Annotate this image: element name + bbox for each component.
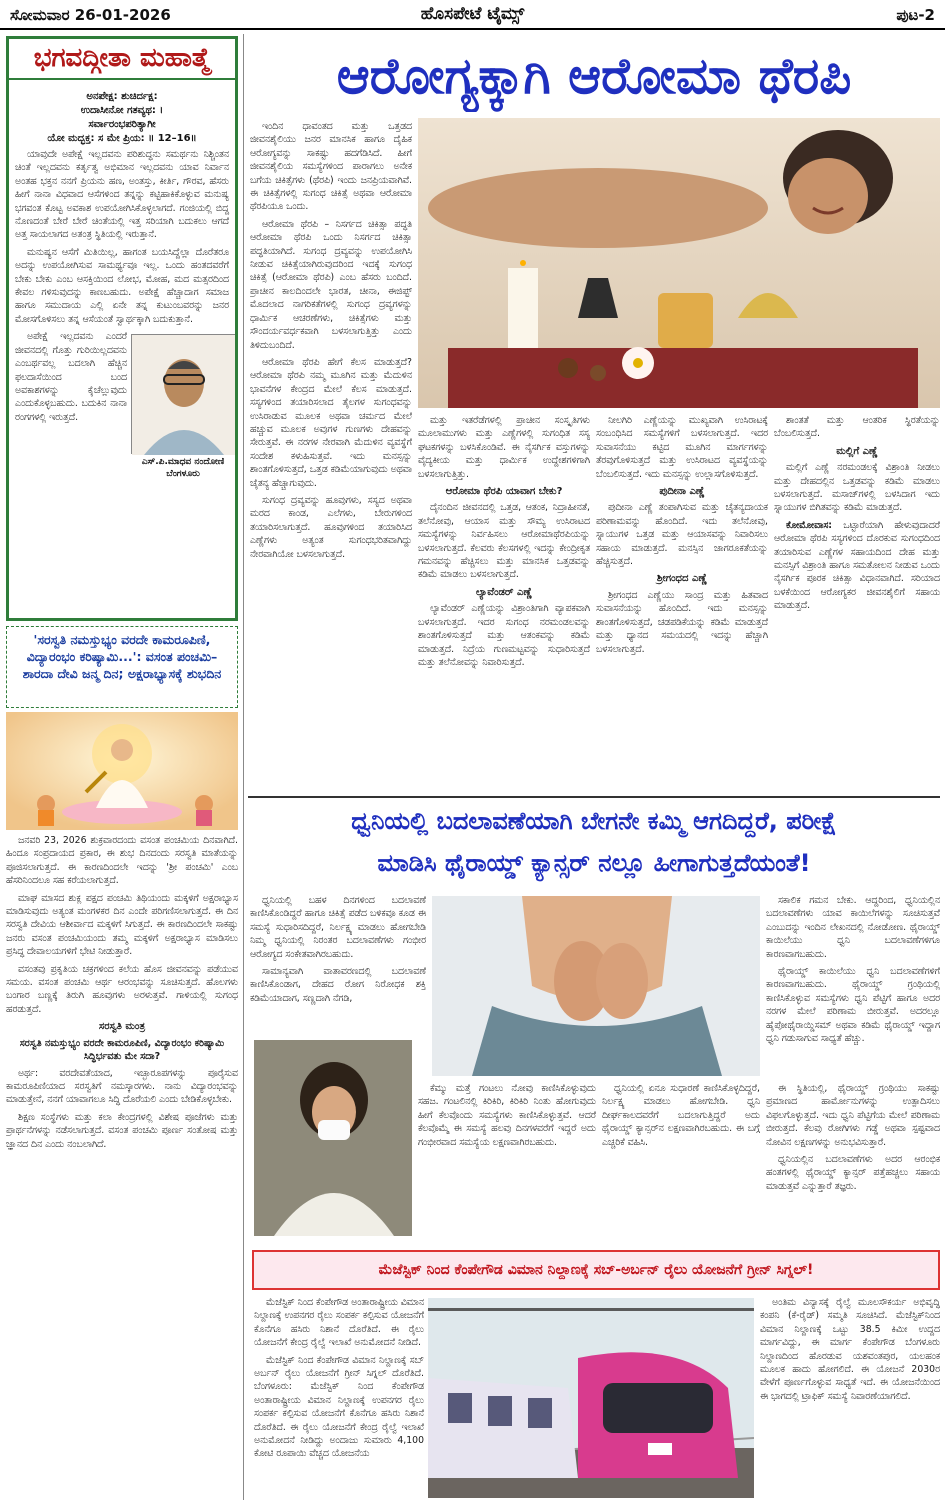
aroma-image [418, 118, 940, 408]
aroma-column-3 [596, 414, 768, 794]
thyroid-column-2 [418, 1082, 596, 1244]
metro-paragraph-3: ಅಂತಿಮ ವಿನ್ಯಾಸಕ್ಕೆ ರೈಲ್ವೆ ಮೂಲಸೌಕರ್ಯ ಅಭಿವೃದ್ಧಿ ಕಂಪನಿ (ಕೆ-ರೈಡ್) ಸಮ್ಮತಿ ಸೂಚಿಸಿದೆ. ಮೆಜೆಸ್ಟಿಕ್‌ನಿಂದ ವಿಮಾನ ನಿಲ್ದಾಣಕ್ಕೆ ಒಟ್ಟು 38.5 ಕಿಮೀ ಉದ್ದದ ಮಾರ್ಗವಿದ್ದು, ಈ ಮಾರ್ಗ ಕೆಂಪೇಗೌಡ ಬೆಂಗಳೂರು ನಿಲ್ದಾಣದಿಂದ ಹೊರಡುವ ಯಶವಂತಪುರ, ಯಲಹಂಕ ಮೂಲಕ ಹಾದು ಹೋಗಲಿದೆ. ಈ ಯೋಜನೆ 2030ರ ವೇಳೆಗೆ ಪೂರ್ಣಗೊಳ್ಳುವ ಸಾಧ್ಯತೆ ಇದೆ. ಈ ಯೋಜನೆಯಿಂದ ಈ ಭಾಗದಲ್ಲಿ ಟ್ರಾಫಿಕ್ ಸಮಸ್ಯೆ ನಿವಾರಣೆಯಾಗಲಿದೆ. [760, 1297, 940, 1402]
aroma-paragraph-5: ಮತ್ತು ಇತರೆಡೆಗಳಲ್ಲಿ ಪ್ರಾಚೀನ ಸಂಸ್ಕೃತಿಗಳು ಮೂಲಾಮುಗಳು ಮತ್ತು ಎಣ್ಣೆಗಳಲ್ಲಿ ಸುಗಂಧಿತ ಸಸ್ಯ ಘಟಕಗಳನ್ನು ಬಳಸಿಕೊಂಡಿವೆ. ಈ ನೈಸರ್ಗಿಕ ವಸ್ತುಗಳನ್ನು ವೈದ್ಯಕೀಯ ಮತ್ತು ಧಾರ್ಮಿಕ ಉದ್ದೇಶಗಳಿಗಾಗಿ ಬಳಸಲಾಗುತ್ತಿತ್ತು. [418, 415, 590, 480]
gita-paragraph-1: ಯಾವುದೇ ಅಪೇಕ್ಷೆ ಇಲ್ಲದವನು ಪರಿಶುದ್ಧನು ಸಮರ್ಥನು ನಿಶ್ಚಿಂತನ ಚಿಂತೆ ಇಲ್ಲದವನು ಕರ್ತೃತ್ವ ಅಭಿಮಾನ ಇಲ್ಲದವನು ಯಾವ ನಿರ್ವಾನ ಅಂತಹ ಭಕ್ತನ ನನಗೆ ಪ್ರಿಯನು ಹಣ, ಅಂತಸ್ತು, ಕೀರ್ತಿ, ಗೌರವ, ಹೆಸರು ಹೀಗೆ ನಾನಾ ವಿಧವಾದ ಆಸೆಗಳಿಂದ ತನ್ನನ್ನು ಕಟ್ಟಿಹಾಕಿಕೊಳ್ಳುವ ಮನುಷ್ಯ ಭಗವಂತ ಕೊಟ್ಟ ಅವಕಾಶ ಉಪಯೋಗಿಸಿಕೊಳ್ಳಲಾಗದೆ. ಗಂಜಿಯಲ್ಲಿ ಬಿದ್ದ ನೊಣದಂತೆ ಬೇರೆ ಬೇರೆ ಚಿಂತೆಯಲ್ಲಿ ಇತ್ತ ಸರಿಯಾಗಿ ಬದುಕಲು ಆಗದೆ ಅತ್ತ ಸಾಯಲಾಗದ ಅತಂತ್ರ ಸ್ಥಿತಿಯಲ್ಲಿ ಇರುತ್ತಾನೆ. [15, 149, 229, 241]
train-image [428, 1298, 754, 1498]
aroma-paragraph-4: ಸುಗಂಧ ದ್ರವ್ಯವನ್ನು ಹೂವುಗಳು, ಸಸ್ಯದ ಅಥವಾ ಮರದ ಕಾಂಡ, ಎಲೆಗಳು, ಬೇರುಗಳಿಂದ ತಯಾರಿಸಲಾಗುತ್ತದೆ. ಹೂವುಗಳಿಂದ ತಯಾರಿಸಿದ ಎಣ್ಣೆಗಳು ಅತ್ಯಂತ ಸುಗಂಧಭರಿತವಾಗಿದ್ದು ನೇರವಾಗಿಯೋ ಬಳಸಲಾಗುತ್ತದೆ. [250, 494, 412, 560]
page-header [0, 0, 945, 30]
thyroid-column-4-top [766, 894, 940, 1076]
author-portrait-icon [132, 335, 236, 455]
goddess-saraswati-icon [6, 712, 238, 830]
aroma-heading-peppermint: ಪುದೀನಾ ಎಣ್ಣೆ [659, 486, 705, 498]
saraswati-article [6, 834, 238, 1500]
thyroid-column-1 [250, 894, 426, 1036]
author-photo [131, 334, 235, 454]
thyroid-paragraph-8: ಧ್ವನಿಯಲ್ಲಿನ ಬದಲಾವಣೆಗಳು ಅದರ ಆರಂಭಿಕ ಹಂತಗಳಲ್ಲಿ ಥೈರಾಯ್ಡ್ ಕ್ಯಾನ್ಸರ್‌ ಪತ್ತೆಹಚ್ಚಲು ಸಹಾಯ ಮಾಡುತ್ತವೆ ಎನ್ನುತ್ತಾರೆ ತಜ್ಞರು. [766, 1154, 940, 1192]
throat-pain-icon [432, 896, 760, 1076]
saraswati-paragraph-3: ವಸಂತವು ಪ್ರಕೃತಿಯ ಚಕ್ರಗಳಿಂದ ಕಲೆಯ ಹೊಸ ಜೀವನವನ್ನು ಪಡೆಯುವ ಸಮಯ. ವಸಂತ ಪಂಚಮಿ ಆರ್ಥ ಆರಂಭವನ್ನು ಸೂಚಿಸುತ್ತದೆ. ಹೊಲಗಳು ಬಂಗಾರ ಬಣ್ಣಕ್ಕೆ ತಿರುಗಿ ಹೂವುಗಳು ಅರಳುತ್ತವೆ. ಗಾಳಿಯಲ್ಲಿ ಸುಗಂಧ ಹರಡುತ್ತದೆ. [6, 963, 238, 1015]
saraswati-image [6, 712, 238, 830]
thyroid-paragraph-7: ಈ ಸ್ಥಿತಿಯಲ್ಲಿ, ಥೈರಾಯ್ಡ್ ಗ್ರಂಥಿಯು ಸಾಕಷ್ಟು ಪ್ರಮಾಣದ ಹಾರ್ಮೋನುಗಳನ್ನು ಉತ್ಪಾದಿಸಲು ವಿಫಲಗೊಳ್ಳುತ್ತದೆ. ಇದು ಧ್ವನಿ ಪೆಟ್ಟಿಗೆಯ ಮೇಲೆ ಪರಿಣಾಮ ಬೀರುತ್ತದೆ. ಕೆಲವು ರೋಗಿಗಳು ಗಡ್ಡೆ ಅಥವಾ ಸ್ಪಷ್ಟವಾದ ನೋವಿನ ಲಕ್ಷಣಗಳನ್ನು ಅನುಭವಿಸುತ್ತಾರೆ. [766, 1083, 940, 1148]
aroma-paragraph-2: ಆರೋಮಾ ಥೆರಪಿ – ನಿಸರ್ಗದ ಚಿಕಿತ್ಸಾ ಪದ್ಧತಿ ಆರೋಮಾ ಥೆರಪಿ ಒಂದು ನಿಸರ್ಗದ ಚಿಕಿತ್ಸಾ ಪದ್ಧತಿಯಾಗಿದೆ. ಸುಗಂಧ ದ್ರವ್ಯವನ್ನು ಉಪಯೋಗಿಸಿ ನೀಡುವ ಚಿಕಿತ್ಸೆಯಾಗಿರುವುದರಿಂದ ಇದಕ್ಕೆ ಸುಗಂಧ ಚಿಕಿತ್ಸೆ (ಆರೋಮಾ ಥೆರಪಿ) ಎಂಬ ಹೆಸರು ಬಂದಿದೆ. ಪ್ರಾಚೀನ ಕಾಲದಿಂದಲೇ ಭಾರತ, ಚೀನಾ, ಈಜಿಪ್ಟ್ ಮೊದಲಾದ ನಾಗರಿಕತೆಗಳಲ್ಲಿ ಸುಗಂಧ ದ್ರವ್ಯಗಳನ್ನು ಧಾರ್ಮಿಕ ಆಚರಣೆಗಳು, ಚಿಕಿತ್ಸೆಗಳು ಮತ್ತು ಸೌಂದರ್ಯವರ್ಧಕವಾಗಿ ಬಳಸಲಾಗುತ್ತಿತ್ತು ಎಂದು ತಿಳಿದುಬಂದಿದೆ. [250, 218, 412, 351]
gita-paragraph-3: ಅಪೇಕ್ಷೆ ಇಲ್ಲದವನು ಎಂದರೆ ಜೀವನದಲ್ಲಿ ಗೊತ್ತು ಗುರಿಯಿಲ್ಲದವನು ಎಂಬರ್ಥವಲ್ಲ ಬದಲಾಗಿ ಹೆಚ್ಚಿನ ಫಲದಾಸೆಯಿಂದ ಬಂದ ಅವಕಾಶಗಳನ್ನು ಕೈಚೆಲ್ಲುವುದು ಎಂದುಕೊಳ್ಳಬಹುದು. ಬದುಕಿನ ನಾನಾ ರಂಗಗಳಲ್ಲಿ ಇರುತ್ತದೆ. [15, 331, 127, 423]
gita-paragraph-2: ಮನುಷ್ಯನ ಆಸೆಗೆ ಮಿತಿಯಿಲ್ಲ, ಹಾಗಂತ ಬಯಸಿದ್ದೆಲ್ಲಾ ದೊರೆತರೂ ಅದನ್ನು ಉಪಯೋಗಿಸುವ ಸಾಮರ್ಥ್ಯವೂ ಇಲ್ಲ. ಒಂದು ಹಂತದವರೆಗೆ ಬೇಕು ಬೇಕು ಎಂಬ ಆಸಕ್ತಿಯಿಂದ ಲೋಭ, ಮೋಹ, ಮದ ಮತ್ಸರದಿಂದ ಕೇವಲ ಗಳಿಸುವುದನ್ನು ಕಾಣಬಹುದು. ಅಪೇಕ್ಷೆ ಹೆಚ್ಚಾದಾಗ ಸಮಾಜ ಹಾಗೂ ಸಮುದಾಯ ಎಲ್ಲಿ ಏನೇ ತನ್ನ ಕುಟುಂಬವರನ್ನು ಜನರ ಮೋಸಗೊಳಿಸಲು ತನ್ನ ಆಸೆಯಂತೆ ಸ್ವಾರ್ಥಕ್ಕಾಗಿ ಬದುಕುತ್ತಾನೆ. [15, 246, 229, 325]
column-divider [243, 34, 244, 1500]
thyroid-column-3 [602, 1082, 760, 1244]
shloka-line-1: ಅನಪೇಕ್ಷ: ಶುಚಿರ್ದಕ್ಷ: [86, 91, 158, 102]
thyroid-headline-line-1: ಧ್ವನಿಯಲ್ಲಿ ಬದಲಾವಣೆಯಾಗಿ ಬೇಗನೇ ಕಮ್ಮಿ ಆಗದಿದ್ದರೆ, ಪರೀಕ್ಷೆ [351, 807, 837, 835]
aroma-paragraph-13: ಒಟ್ಟಾರೆಯಾಗಿ ಹೇಳುವುದಾದರೆ ಆರೋಮಾ ಥೆರಪಿ ಸಸ್ಯಗಳಿಂದ ದೊರಕುವ ಸುಗಂಧದಿಂದ ತಯಾರಿಸುವ ಎಣ್ಣೆಗಳ ಸಹಾಯದಿಂದ ದೇಹ ಮತ್ತು ಮನಸ್ಸಿಗೆ ವಿಶ್ರಾಂತಿ ಹಾಗೂ ಸಮತೋಲನ ನೀಡುವ ಒಂದು ನೈಸರ್ಗಿಕ ಪೂರಕ ಚಿಕಿತ್ಸಾ ವಿಧಾನವಾಗಿದೆ. ಸರಿಯಾದ ಬಳಕೆಯಿಂದ ಆರೋಗ್ಯಕರ ಜೀವನಶೈಲಿಗೆ ಸಹಾಯ ಮಾಡುತ್ತದೆ. [774, 519, 940, 612]
shloka-line-3: ಸರ್ವಾರಂಭಪರಿತ್ಯಾಗೀ [88, 119, 156, 130]
thyroid-paragraph-2: ಸಾಮಾನ್ಯವಾಗಿ ವಾತಾವರಣದಲ್ಲಿ ಬದಲಾವಣೆ ಕಾಣಿಸಿಕೊಂಡಾಗ, ದೇಹದ ರೋಗ ನಿರೋಧಕ ಶಕ್ತಿ ಕಡಿಮೆಯಾದಾಗ, ಸಣ್ಣದಾಗಿ ನೆಗಡಿ, [250, 966, 426, 1004]
aroma-paragraph-9: ಪುದೀನಾ ಎಣ್ಣೆ ತಂಪಾಗಿಸುವ ಮತ್ತು ಚೈತನ್ಯದಾಯಕ ಪರಿಣಾಮವನ್ನು ಹೊಂದಿದೆ. ಇದು ತಲೆನೋವು, ಸ್ನಾಯುಗಳ ಒತ್ತಡ ಮತ್ತು ಆಯಾಸವನ್ನು ನಿವಾರಿಸಲು ಸಹಾಯ ಮಾಡುತ್ತದೆ. ಮನಸ್ಸಿನ ಜಾಗರೂಕತೆಯನ್ನು ಹೆಚ್ಚಿಸುತ್ತದೆ. [596, 502, 768, 568]
saraswati-headline: 'ಸರಸ್ವತಿ ನಮಸ್ತುಭ್ಯಂ ವರದೇ ಕಾಮರೂಪಿಣಿ, ವಿದ್ಯಾರಂಭಂ ಕರಿಷ್ಯಾಮಿ...': ವಸಂತ ಪಂಚಮಿ– ಶಾರದಾ ದೇವಿ ಜನ್ಮ ದಿನ; ಅಕ್ಷರಾಭ್ಯಾಸಕ್ಕೆ ಶುಭದಿನ [6, 626, 238, 708]
saraswati-paragraph-4: ಅರ್ಥ: ವರದೇವತೆಯಾದ, ಇಚ್ಛಾರೂಪಗಳನ್ನು ಪೂರೈಸುವ ಕಾಮರೂಪಿಣಿಯಾದ ಸರಸ್ವತಿಗೆ ನಮಸ್ಕಾರಗಳು. ನಾನು ವಿದ್ಯಾರಂಭವನ್ನು ಮಾಡುತ್ತೇನೆ, ನನಗೆ ಯಾವಾಗಲೂ ಸಿದ್ಧಿ ದೊರೆಯಲಿ ಎಂದು ಬೇಡಿಕೊಳ್ಳಬೇಕು. [6, 1067, 238, 1106]
aroma-column-4 [774, 414, 940, 794]
section-divider [248, 796, 940, 798]
aroma-heading-caution: ಕೋಮೋವಾಸ: [786, 519, 833, 531]
aroma-heading-jasmine: ಮಲ್ಲಿಗೆ ಎಣ್ಣೆ [836, 445, 878, 457]
metro-paragraph-2: ಮೆಜೆಸ್ಟಿಕ್ ನಿಂದ ಕೆಂಪೇಗೌಡ ವಿಮಾನ ನಿಲ್ದಾಣಕ್ಕೆ ಸಬ್ ಅರ್ಬನ್ ರೈಲು ಯೋಜನೆಗೆ ಗ್ರೀನ್ ಸಿಗ್ನಲ್ ದೊರೆತಿದೆ. ಬೆಂಗಳೂರು: ಮೆಜೆಸ್ಟಿಕ್ ನಿಂದ ಕೆಂಪೇಗೌಡ ಅಂತಾರಾಷ್ಟ್ರೀಯ ವಿಮಾನ ನಿಲ್ದಾಣಕ್ಕೆ ಉಪನಗರ ರೈಲು ಸಂಪರ್ಕ ಕಲ್ಪಿಸುವ ಯೋಜನೆಗೆ ಕೊನೆಗೂ ಹಸಿರು ನಿಶಾನೆ ದೊರೆತಿದೆ. ಈ ರೈಲು ಯೋಜನೆಗೆ ಕೇಂದ್ರ ರೈಲ್ವೆ ಇಲಾಖೆ ಅನುಮೋದನೆ ನೀಡಿದ್ದು ಅಂದಾಜು ಸುಮಾರು 4,100 ಕೋಟಿ ರೂಪಾಯಿ ವೆಚ್ಚದ ಯೋಜನೆಯ [254, 1354, 424, 1460]
aroma-paragraph-11: ಶಾಂತತೆ ಮತ್ತು ಆಂತರಿಕ ಸ್ಥಿರತೆಯನ್ನು ಬೆಂಬಲಿಸುತ್ತದೆ. [774, 415, 940, 440]
thyroid-paragraph-1: ಧ್ವನಿಯಲ್ಲಿ ಬಹಳ ದಿನಗಳಿಂದ ಬದಲಾವಣೆ ಕಾಣಿಸಿಕೊಂಡಿದ್ದರೆ ಹಾಗೂ ಚಿಕಿತ್ಸೆ ಪಡೆದ ಬಳಿಕವೂ ಕೂಡ ಈ ಸಮಸ್ಯೆ ಸುಧಾರಿಸದಿದ್ದರೆ, ನಿರ್ಲಕ್ಷ್ಯ ಮಾಡಲು ಹೋಗಬೇಡಿ ನಿಮ್ಮ ಧ್ವನಿಯಲ್ಲಿ ನಿರಂತರ ಬದಲಾವಣೆಗಳು ಗಂಭೀರ ಆರೋಗ್ಯದ ಸಂಕೇತವಾಗಿರಬಹುದು. [250, 895, 426, 960]
saraswati-paragraph-1: ಜನವರಿ 23, 2026 ಶುಕ್ರವಾರದಂದು ವಸಂತ ಪಂಚಮಿಯ ದಿನವಾಗಿದೆ. ಹಿಂದೂ ಸಂಪ್ರದಾಯದ ಪ್ರಕಾರ, ಈ ಶುಭ ದಿನದಂದು ಸರಸ್ವತಿ ಮಾತೆಯನ್ನು ಪೂಜಿಸಲಾಗುತ್ತದೆ. ಈ ಕಾರಣದಿಂದಲೇ ಇದನ್ನು 'ಶ್ರೀ ಪಂಚಮಿ' ಎಂಬ ಹೆಸರಿನಿಂದಲೂ ಸಹ ಕರೆಯಲಾಗುತ್ತದೆ. [6, 835, 238, 887]
author-name: ಎಸ್.ಪಿ.ಮಾಧವ ನಂದೋಣಿ [141, 457, 225, 468]
aroma-column-2 [418, 414, 590, 794]
aroma-heading-uses: ಆರೋಮಾ ಥೆರಪಿ ಯಾವಾಗ ಬೇಕು? [445, 486, 563, 498]
header-date: ಸೋಮವಾರ 26-01-2026 [10, 6, 171, 24]
thyroid-paragraph-3: ಕೆಮ್ಮು ಮತ್ತೆ ಗಂಟಲು ನೋವು ಕಾಣಿಸಿಕೊಳ್ಳುವುದು ಸಹಜ. ಗಂಟಲಿನಲ್ಲಿ ಕಿರಿಕಿರಿ, ಕಿರಿಕಿರಿ ನಿಂತು ಹೋಗುವುದು ಹೀಗೆ ಕೆಲವೊಂದು ಸಮಸ್ಯೆಗಳು ಕಾಣಿಸಿಕೊಳ್ಳುತ್ತವೆ. ಆದರೆ ಕೆಲವೊಮ್ಮೆ ಈ ಸಮಸ್ಯೆ ಹಲವು ದಿನಗಳವರೆಗೆ ಇದ್ದರೆ ಅದು ಗಂಭೀರವಾದ ಸಮಸ್ಯೆಯ ಲಕ್ಷಣವಾಗಿರಬಹುದು. [418, 1083, 596, 1148]
aroma-intro: ಇಂದಿನ ಧಾವಂತದ ಮತ್ತು ಒತ್ತಡದ ಜೀವನಶೈಲಿಯು ಜನರ ಮಾನಸಿಕ ಹಾಗೂ ದೈಹಿಕ ಆರೋಗ್ಯವನ್ನು ಸಾಕಷ್ಟು ಹದಗೆಡಿಸಿದೆ. ಹೀಗೆ ಜೀವನಶೈಲಿಯ ಸಮಸ್ಯೆಗಳಿಂದ ಪಾರಾಗಲು ಅನೇಕ ಬಗೆಯ ಚಿಕಿತ್ಸೆಗಳು (ಥೆರಪಿ) ಇಂದು ಜನಪ್ರಿಯವಾಗಿವೆ. ಈ ಚಿಕಿತ್ಸೆಗಳಲ್ಲಿ ಸುಗಂಧ ಚಿಕಿತ್ಸೆ ಅಥವಾ ಆರೋಮಾ ಥೆರಪಿಯೂ ಒಂದು. [250, 121, 412, 213]
thyroid-column-4-bottom [766, 1082, 940, 1244]
thyroid-headline [248, 800, 940, 890]
gita-title: ಭಗವದ್ಗೀತಾ ಮಹಾತ್ಮೆ [9, 39, 235, 80]
aroma-paragraph-8: ನೀಲಗಿರಿ ಎಣ್ಣೆಯನ್ನು ಮುಖ್ಯವಾಗಿ ಉಸಿರಾಟಕ್ಕೆ ಸಂಬಂಧಿಸಿದ ಸಮಸ್ಯೆಗಳಿಗೆ ಬಳಸಲಾಗುತ್ತದೆ. ಇದರ ಸುವಾಸನೆಯು ಕಟ್ಟಿದ ಮೂಗಿನ ಮಾರ್ಗಗಳನ್ನು ತೆರವುಗೊಳಿಸುತ್ತದೆ ಮತ್ತು ಉಸಿರಾಟದ ವ್ಯವಸ್ಥೆಯನ್ನು ಬೆಂಬಲಿಸುತ್ತದೆ. ಇದು ಮನಸ್ಸನ್ನು ಉಲ್ಲಾಸಗೊಳಿಸುತ್ತದೆ. [596, 415, 768, 480]
gita-box [6, 36, 238, 621]
saraswati-paragraph-2: ಮಾಘ ಮಾಸದ ಶುಕ್ಲ ಪಕ್ಷದ ಪಂಚಮಿ ತಿಥಿಯಂದು ಮಕ್ಕಳಿಗೆ ಅಕ್ಷರಾಭ್ಯಾಸ ಮಾಡಿಸುವುದು ಅತ್ಯಂತ ಮಂಗಳಕರ ದಿನ ಎಂದೇ ಪರಿಗಣಿಸಲಾಗುತ್ತದೆ. ಈ ದಿನ ಸರಸ್ವತಿ ದೇವಿಯ ಆಶೀರ್ವಾದ ಮಕ್ಕಳಿಗೆ ಸಿಗುತ್ತದೆ. ಈ ಕಾರಣದಿಂದಲೇ ಸಾಕಷ್ಟು ಜನರು ವಸಂತ ಪಂಚಮಿಯಂದು ತಮ್ಮ ಮಕ್ಕಳಿಗೆ ಅಕ್ಷರಾಭ್ಯಾಸ ಮಾಡಿಸಲು ಪ್ರಸಿದ್ಧ ದೇವಾಲಯಗಳಿಗೆ ಭೇಟಿ ನೀಡುತ್ತಾರೆ. [6, 892, 238, 958]
saraswati-paragraph-5: ಶಿಕ್ಷಣ ಸಂಸ್ಥೆಗಳು ಮತ್ತು ಕಲಾ ಕೇಂದ್ರಗಳಲ್ಲಿ ವಿಶೇಷ ಪೂಜೆಗಳು ಮತ್ತು ಪ್ರಾರ್ಥನೆಗಳನ್ನು ನಡೆಸಲಾಗುತ್ತದೆ. ವಸಂತ ಪಂಚಮಿ ಪೂರ್ಣ ಸಂತೋಷ ಮತ್ತು ಜ್ಞಾನದ ದಿನ ಎಂದು ನಂಬಲಾಗಿದೆ. [6, 1111, 238, 1150]
thyroid-image [432, 896, 760, 1076]
aroma-headline: ಆರೋಗ್ಯಕ್ಕಾಗಿ ಆರೋಮಾ ಥೆರಪಿ [336, 47, 852, 105]
aroma-paragraph-6: ದೈನಂದಿನ ಜೀವನದಲ್ಲಿ ಒತ್ತಡ, ಆತಂಕ, ನಿದ್ರಾಹೀನತೆ, ತಲೆನೋವು, ಆಯಾಸ ಮತ್ತು ಸೌಮ್ಯ ಉಸಿರಾಟದ ಸಮಸ್ಯೆಗಳನ್ನು ನಿರ್ವಹಿಸಲು ಆರೋಮಾಥೆರಪಿಯನ್ನು ಬಳಸಲಾಗುತ್ತದೆ. ಕೆಲವರು ಕೆಲಸಗಳಲ್ಲಿ ಇದನ್ನು ಕೇಂದ್ರೀಕೃತ ಗಮನವನ್ನು ಹೆಚ್ಚಿಸಲು ಮತ್ತು ಮಾನಸಿಕ ಒತ್ತಡವನ್ನು ಕಡಿಮೆ ಮಾಡಲು ಬಳಸಲಾಗುತ್ತದೆ. [418, 502, 590, 581]
woman-coughing-icon [254, 1040, 412, 1236]
aroma-paragraph-3: ಆರೋಮಾ ಥೆರಪಿ ಹೇಗೆ ಕೆಲಸ ಮಾಡುತ್ತದೆ? ಆರೋಮಾ ಥೆರಪಿ ನಮ್ಮ ಮೂಗಿನ ಮತ್ತು ಮೆದುಳಿನ ಭಾವನೆಗಳ ಕೇಂದ್ರದ ಮೇಲೆ ಕೆಲಸ ಮಾಡುತ್ತದೆ. ಸಸ್ಯಗಳಿಂದ ತಯಾರಿಸಲಾದ ತೈಲಗಳ ಸುಗಂಧವನ್ನು ಉಸಿರಾಡುವ ಮೂಲಕ ಅಥವಾ ಚರ್ಮದ ಮೇಲೆ ಹಚ್ಚುವ ಮೂಲಕ ಅವುಗಳ ಗುಣಗಳು ದೇಹವನ್ನು ಸೇರುತ್ತವೆ. ಈ ನರಗಳ ನೇರವಾಗಿ ಮೆದುಳಿನ ವ್ಯವಸ್ಥೆಗೆ ಸಂದೇಶ ಕಳುಹಿಸುತ್ತವೆ. ಇದು ಮನಸ್ಸನ್ನು ಶಾಂತಗೊಳಿಸುತ್ತದೆ, ಒತ್ತಡ ಕಡಿಮೆಯಾಗುವುದು ಅಥವಾ ಚೈತನ್ಯ ಹೆಚ್ಚಾಗುವುದು. [250, 356, 412, 489]
author-place: ಬೆಂಗಳೂರು [166, 469, 200, 480]
thyroid-paragraph-4: ಧ್ವನಿಯಲ್ಲಿ ಏನೂ ಸುಧಾರಣೆ ಕಾಣಿಸಿಕೊಳ್ಳದಿದ್ದರೆ, ನಿರ್ಲಕ್ಷ್ಯ ಮಾಡಲು ಹೋಗಬೇಡಿ. ಧ್ವನಿ ದೀರ್ಘಕಾಲದವರೆಗೆ ಬದಲಾಗುತ್ತಿದ್ದರೆ ಅದು ಥೈರಾಯ್ಡ್ ಕ್ಯಾನ್ಸರ್‌ನ ಲಕ್ಷಣವಾಗಿರಬಹುದು. ಈ ಬಗ್ಗೆ ಎಚ್ಚರಿಕೆ ವಹಿಸಿ. [602, 1083, 760, 1148]
page-number: ಪುಟ-2 [896, 6, 935, 24]
mantra-heading: ಸರಸ್ವತಿ ಮಂತ್ರ [98, 1021, 146, 1033]
metro-column-3 [760, 1296, 940, 1500]
metro-headline: ಮೆಜೆಸ್ಟಿಕ್ ನಿಂದ ಕೆಂಪೇಗೌಡ ವಿಮಾನ ನಿಲ್ದಾಣಕ್ಕೆ ಸಬ್-ಅರ್ಬನ್ ರೈಲು ಯೋಜನೆಗೆ ಗ್ರೀನ್ ಸಿಗ್ನಲ್! [252, 1250, 940, 1290]
metro-paragraph-1: ಮೆಜೆಸ್ಟಿಕ್ ನಿಂದ ಕೆಂಪೇಗೌಡ ಅಂತಾರಾಷ್ಟ್ರೀಯ ವಿಮಾನ ನಿಲ್ದಾಣಕ್ಕೆ ಉಪನಗರ ರೈಲು ಸಂಪರ್ಕ ಕಲ್ಪಿಸುವ ಯೋಜನೆಗೆ ಕೊನೆಗೂ ಹಸಿರು ನಿಶಾನೆ ದೊರೆತಿದೆ. ಈ ರೈಲು ಯೋಜನೆಗೆ ಕೇಂದ್ರ ರೈಲ್ವೆ ಇಲಾಖೆ ಅನುಮೋದನೆ ನೀಡಿದೆ. [254, 1297, 424, 1349]
spa-massage-icon [418, 118, 940, 408]
suburban-train-icon [428, 1298, 754, 1498]
metro-column-1 [254, 1296, 424, 1500]
aroma-column-1 [250, 120, 412, 790]
aroma-heading-lavender: ಲ್ಯಾವೆಂಡರ್ ಎಣ್ಣೆ [475, 586, 533, 598]
aroma-heading-sandalwood: ಶ್ರೀಗಂಧದ ಎಣ್ಣೆ [656, 573, 708, 585]
thyroid-paragraph-5: ಸಕಾಲಿಕ ಗಮನ ಬೇಕು. ಆದ್ದರಿಂದ, ಧ್ವನಿಯಲ್ಲಿನ ಬದಲಾವಣೆಗಳು ಯಾವ ಕಾಯಿಲೆಗಳನ್ನು ಸೂಚಿಸುತ್ತವೆ ಎಂಬುದನ್ನು ಇಂದಿನ ಲೇಖನದಲ್ಲಿ ನೋಡೋಣ. ಥೈರಾಯ್ಡ್ ಕಾಯಿಲೆಯು ಧ್ವನಿ ಬದಲಾವಣೆಗಳಿಗೂ ಕಾರಣವಾಗಬಹುದು. [766, 895, 940, 960]
aroma-paragraph-7: ಲ್ಯಾವೆಂಡರ್ ಎಣ್ಣೆಯನ್ನು ವಿಶ್ರಾಂತಿಗಾಗಿ ವ್ಯಾಪಕವಾಗಿ ಬಳಸಲಾಗುತ್ತದೆ. ಇದರ ಸುಗಂಧ ನರಮಂಡಲವನ್ನು ಶಾಂತಗೊಳಿಸುತ್ತದೆ ಮತ್ತು ಆತಂಕವನ್ನು ಕಡಿಮೆ ಮಾಡುತ್ತದೆ. ನಿದ್ರೆಯ ಗುಣಮಟ್ಟವನ್ನು ಸುಧಾರಿಸುತ್ತದೆ ಮತ್ತು ತಲೆನೋವನ್ನು ನಿವಾರಿಸುತ್ತದೆ. [418, 603, 590, 668]
sick-woman-image [254, 1040, 412, 1236]
thyroid-headline-line-2: ಮಾಡಿಸಿ ಥೈರಾಯ್ಡ್ ಕ್ಯಾನ್ಸರ್ ನಲ್ಲೂ ಹೀಗಾಗುತ್ತದೆಯಂತೆ! [377, 849, 811, 877]
mantra-text: ಸರಸ್ವತಿ ನಮಸ್ತುಭ್ಯಂ ವರದೇ ಕಾಮರೂಪಿಣಿ, ವಿದ್ಯಾರಂಭಂ ಕರಿಷ್ಯಾಮಿ ಸಿದ್ಧಿರ್ಭವತು ಮೇ ಸದಾ? [19, 1037, 225, 1063]
newspaper-name: ಹೊಸಪೇಟೆ ಟೈಮ್ಸ್ [420, 4, 525, 24]
aroma-paragraph-10: ಶ್ರೀಗಂಧದ ಎಣ್ಣೆಯು ಸಾಂದ್ರ ಮತ್ತು ಹಿತವಾದ ಸುವಾಸನೆಯನ್ನು ಹೊಂದಿದೆ. ಇದು ಮನಸ್ಸನ್ನು ಶಾಂತಗೊಳಿಸುತ್ತದೆ, ಚಡಪಡಿಕೆಯನ್ನು ಕಡಿಮೆ ಮಾಡುತ್ತದೆ ಮತ್ತು ಧ್ಯಾನದ ಸಮಯದಲ್ಲಿ ಇದನ್ನು ಹೆಚ್ಚಾಗಿ ಬಳಸಲಾಗುತ್ತದೆ. [596, 589, 768, 655]
shloka-line-2: ಉದಾಸೀನೋ ಗತವ್ಯಥ: । [80, 105, 164, 116]
shloka-line-4: ಯೋ ಮದ್ಭಕ್ತ: ಸ ಮೇ ಪ್ರಿಯ: ॥ 12–16॥ [47, 133, 197, 144]
thyroid-paragraph-6: ಥೈರಾಯ್ಡ್ ಕಾಯಿಲೆಯು ಧ್ವನಿ ಬದಲಾವಣೆಗಳಿಗೆ ಕಾರಣವಾಗಬಹುದು. ಥೈರಾಯ್ಡ್ ಗ್ರಂಥಿಯಲ್ಲಿ ಕಾಣಿಸಿಕೊಳ್ಳುವ ಸಮಸ್ಯೆಗಳು ಧ್ವನಿ ಪೆಟ್ಟಿಗೆ ಹಾಗೂ ಅದರ ನರಗಳ ಮೇಲೆ ಪರಿಣಾಮ ಬೀರುತ್ತವೆ. ಅದರಲ್ಲೂ ಹೈಪೋಥೈರಾಯ್ಡಿಸಮ್ ಅಥವಾ ಕಡಿಮೆ ಥೈರಾಯ್ಡ್ ಇದ್ದಾಗ ಧ್ವನಿ ಗಡುಸಾಗುವ ಸಾಧ್ಯತೆ ಹೆಚ್ಚು. [766, 966, 940, 1045]
aroma-paragraph-12: ಮಲ್ಲಿಗೆ ಎಣ್ಣೆ ನರಮಂಡಲಕ್ಕೆ ವಿಶ್ರಾಂತಿ ನೀಡಲು ಮತ್ತು ದೇಹದಲ್ಲಿನ ಒತ್ತಡವನ್ನು ಕಡಿಮೆ ಮಾಡಲು ಬಳಸಲಾಗುತ್ತದೆ. ಮಸಾಜ್‌ಗಳಲ್ಲಿ ಬಳಸಿದಾಗ ಇದು ಸ್ನಾಯುಗಳ ಬಿಗಿತವನ್ನು ಕಡಿಮೆ ಮಾಡುತ್ತದೆ. [774, 462, 940, 514]
